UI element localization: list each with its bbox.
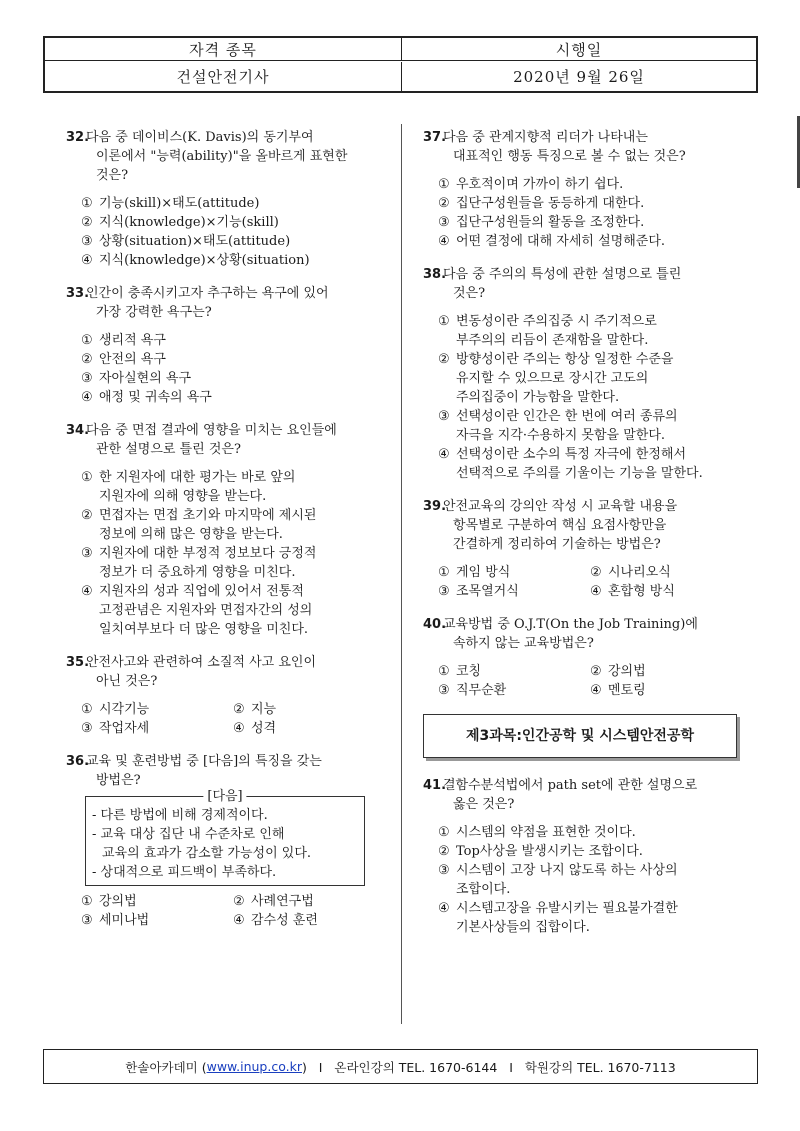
option-text [99, 331, 166, 350]
answer-option[interactable] [81, 506, 384, 544]
answer-options [423, 563, 748, 601]
option-marker: ③ [81, 546, 93, 561]
question-text-line: 다음 중 관계지향적 리더가 나타내는 [443, 130, 648, 145]
footer-prefix: 한솔아카데미 ( [125, 1059, 207, 1075]
question-text [443, 265, 681, 303]
option-text [456, 175, 623, 194]
answer-option[interactable] [438, 861, 748, 899]
option-text-line: Top사상을 발생시키는 조합이다. [456, 844, 643, 859]
option-text [456, 899, 678, 937]
option-text-line: 주의집중이 가능함을 말한다. [456, 390, 620, 405]
answer-option[interactable] [81, 911, 233, 930]
question-number: 35. [66, 655, 90, 670]
option-text-line: 안전의 욕구 [99, 352, 166, 367]
option-marker: ② [81, 215, 93, 230]
option-text [99, 251, 310, 270]
option-text-line: 지원자에 대한 부정적 정보보다 긍정적 [99, 546, 317, 561]
question-stem [66, 421, 384, 459]
option-text [99, 700, 149, 719]
example-box [85, 789, 365, 886]
question-35 [66, 653, 384, 738]
option-marker: ④ [438, 901, 450, 916]
question-stem [423, 265, 748, 303]
option-marker: ④ [81, 253, 93, 268]
option-marker: ③ [81, 371, 93, 386]
question-text-line: 속하지 않는 교육방법은? [453, 636, 594, 651]
option-text-line: 지식(knowledge)×기능(skill) [99, 215, 279, 230]
footer [43, 1049, 758, 1084]
option-text-line: 시나리오식 [608, 565, 671, 580]
example-box-title: [다음] [203, 787, 246, 806]
option-text-line: 지능 [251, 702, 277, 717]
option-text-line: 시스템고장을 유발시키는 필요불가결한 [456, 901, 678, 916]
option-text-line: 고정관념은 지원자와 면접자간의 성의 [99, 603, 313, 618]
question-text-line: 안전교육의 강의안 작성 시 교육할 내용을 [443, 499, 678, 514]
answer-options [66, 331, 384, 407]
answer-option[interactable] [438, 563, 590, 582]
example-box-line: - 상대적으로 피드백이 부족하다. [92, 865, 277, 880]
option-text [456, 861, 678, 899]
answer-option[interactable] [81, 251, 384, 270]
footer-contact: ) I 온라인강의 TEL. 1670-6144 I 학원강의 TEL. 1670-7113 [301, 1059, 676, 1075]
option-marker: ① [438, 314, 450, 329]
option-text [99, 350, 166, 369]
answer-option[interactable] [81, 892, 233, 911]
option-text-line: 멘토링 [608, 683, 646, 698]
option-text [456, 823, 636, 842]
question-stem [66, 752, 384, 790]
question-37 [423, 128, 748, 251]
option-text [251, 719, 276, 738]
example-box-line: 교육의 효과가 감소할 가능성이 있다. [102, 846, 312, 861]
option-marker: ② [233, 702, 245, 717]
option-marker: ④ [81, 390, 93, 405]
option-marker: ② [590, 664, 602, 679]
option-marker: ② [438, 844, 450, 859]
answer-option[interactable] [81, 369, 384, 388]
answer-option[interactable] [81, 388, 384, 407]
question-text-line: 간결하게 정리하여 기술하는 방법은? [453, 537, 661, 552]
question-text-line: 옳은 것은? [453, 797, 515, 812]
option-marker: ③ [81, 721, 93, 736]
option-text-line: 조목열거식 [456, 584, 519, 599]
question-number: 37. [423, 130, 447, 145]
option-marker: ④ [438, 234, 450, 249]
answer-option[interactable] [81, 213, 384, 232]
answer-option[interactable] [438, 681, 590, 700]
option-text [99, 911, 149, 930]
question-text [443, 776, 697, 814]
option-text-line: 선택성이란 소수의 특정 자극에 한정해서 [456, 447, 687, 462]
option-text [456, 563, 510, 582]
answer-option[interactable] [233, 719, 385, 738]
question-36 [66, 752, 384, 930]
question-text-line: 교육 및 훈련방법 중 [다음]의 특징을 갖는 [86, 754, 322, 769]
option-marker: ② [590, 565, 602, 580]
question-stem [423, 497, 748, 554]
question-text [86, 128, 347, 185]
answer-options [423, 175, 748, 251]
question-32 [66, 128, 384, 270]
option-marker: ④ [590, 584, 602, 599]
option-text [456, 842, 643, 861]
option-text-line: 기본사상들의 집합이다. [456, 920, 590, 935]
option-marker: ① [81, 333, 93, 348]
option-text [251, 700, 276, 719]
answer-option[interactable] [438, 350, 748, 407]
option-text-line: 생리적 욕구 [99, 333, 166, 348]
answer-option[interactable] [438, 312, 748, 350]
left-column [66, 128, 384, 944]
option-marker: ② [81, 508, 93, 523]
footer-website-link[interactable]: www.inup.co.kr [206, 1059, 302, 1074]
question-text-line: 이론에서 "능력(ability)"을 올바르게 표현한 [96, 149, 348, 164]
header-label-date: 시행일 [555, 40, 603, 59]
answer-option[interactable] [233, 892, 385, 911]
option-marker: ② [438, 196, 450, 211]
question-text-line: 다음 중 주의의 특성에 관한 설명으로 틀린 [443, 267, 682, 282]
question-text-line: 다음 중 면접 결과에 영향을 미치는 요인들에 [86, 423, 337, 438]
option-text-line: 우호적이며 가까이 하기 쉽다. [456, 177, 624, 192]
answer-option[interactable] [438, 445, 748, 483]
question-34 [66, 421, 384, 639]
option-text-line: 시스템의 약점을 표현한 것이다. [456, 825, 636, 840]
answer-options [66, 700, 384, 738]
answer-option[interactable] [438, 899, 748, 937]
option-text [99, 388, 212, 407]
option-text-line: 시각기능 [99, 702, 150, 717]
option-text-line: 지원자에 의해 영향을 받는다. [99, 489, 267, 504]
option-marker: ④ [590, 683, 602, 698]
option-text-line: 자극을 지각·수용하지 못함을 말한다. [456, 428, 666, 443]
question-text-line: 것은? [96, 168, 129, 183]
option-text-line: 기능(skill)×태도(attitude) [99, 196, 260, 211]
option-marker: ② [233, 894, 245, 909]
answer-options [423, 823, 748, 937]
question-stem [66, 128, 384, 185]
question-stem [66, 284, 384, 322]
question-text [86, 284, 329, 322]
option-text-line: 조합이다. [456, 882, 511, 897]
answer-option[interactable] [81, 700, 233, 719]
question-text-line: 다음 중 데이비스(K. Davis)의 동기부여 [86, 130, 314, 145]
option-text-line: 게임 방식 [456, 565, 511, 580]
option-text-line: 한 지원자에 대한 평가는 바로 앞의 [99, 470, 296, 485]
answer-option[interactable] [81, 331, 384, 350]
option-text [456, 194, 644, 213]
question-number: 41. [423, 778, 447, 793]
option-text [608, 563, 671, 582]
question-number: 36. [66, 754, 90, 769]
question-39 [423, 497, 748, 601]
option-text [99, 892, 137, 911]
option-marker: ① [81, 894, 93, 909]
question-number: 32. [66, 130, 90, 145]
option-marker: ③ [438, 584, 450, 599]
option-text [456, 662, 481, 681]
option-text [608, 662, 646, 681]
option-text-line: 선택적으로 주의를 기울이는 기능을 말한다. [456, 466, 703, 481]
option-text [456, 407, 678, 445]
option-text [99, 194, 259, 213]
header-date-value: 2020년 9월 26일 [513, 68, 645, 86]
header-label-subject: 자격 종목 [45, 38, 402, 60]
answer-option[interactable] [81, 350, 384, 369]
option-marker: ① [438, 825, 450, 840]
option-text-line: 선택성이란 인간은 한 번에 여러 종류의 [456, 409, 678, 424]
option-text-line: 직무순환 [456, 683, 507, 698]
option-marker: ④ [438, 447, 450, 462]
option-text [251, 911, 318, 930]
example-box-line: - 다른 방법에 비해 경제적이다. [92, 808, 268, 823]
answer-options [66, 194, 384, 270]
option-text [99, 719, 149, 738]
option-marker: ④ [233, 913, 245, 928]
answer-option[interactable] [438, 582, 590, 601]
answer-options [423, 312, 748, 483]
answer-option[interactable] [438, 232, 748, 251]
option-text-line: 세미나법 [99, 913, 150, 928]
option-text [99, 544, 316, 582]
option-text [99, 506, 316, 544]
option-text-line: 집단구성원들의 활동을 조정한다. [456, 215, 645, 230]
answer-options [423, 662, 748, 700]
answer-option[interactable] [438, 175, 748, 194]
option-marker: ① [81, 470, 93, 485]
option-text-line: 혼합형 방식 [608, 584, 675, 599]
option-text [456, 681, 506, 700]
answer-option[interactable] [81, 582, 384, 639]
answer-options [66, 468, 384, 639]
option-text [608, 582, 675, 601]
answer-option[interactable] [233, 911, 385, 930]
option-marker: ① [81, 196, 93, 211]
answer-option[interactable] [81, 468, 384, 506]
option-marker: ② [81, 352, 93, 367]
question-text-line: 관한 설명으로 틀린 것은? [96, 442, 241, 457]
question-number: 33. [66, 286, 90, 301]
option-text [608, 681, 646, 700]
answer-option[interactable] [590, 662, 742, 681]
example-box-line: - 교육 대상 집단 내 수준차로 인해 [92, 827, 285, 842]
option-text-line: 어떤 결정에 대해 자세히 설명해준다. [456, 234, 666, 249]
option-text [456, 445, 703, 483]
question-number: 39. [423, 499, 447, 514]
option-marker: ③ [81, 234, 93, 249]
answer-option[interactable] [81, 232, 384, 251]
option-marker: ④ [233, 721, 245, 736]
question-stem [66, 653, 384, 691]
question-number: 40. [423, 617, 447, 632]
answer-option[interactable] [438, 407, 748, 445]
answer-option[interactable] [81, 719, 233, 738]
option-text-line: 집단구성원들을 동등하게 대한다. [456, 196, 645, 211]
question-text [86, 421, 337, 459]
answer-option[interactable] [233, 700, 385, 719]
option-text-line: 상황(situation)×태도(attitude) [99, 234, 291, 249]
answer-option[interactable] [81, 194, 384, 213]
option-text-line: 유지할 수 있으므로 장시간 고도의 [456, 371, 649, 386]
question-text [443, 497, 677, 554]
option-text-line: 감수성 훈련 [251, 913, 318, 928]
section-title: 제3과목:인간공학 및 시스템안전공학 [423, 714, 737, 758]
question-text [443, 128, 686, 166]
option-text-line: 지원자의 성과 직업에 있어서 전통적 [99, 584, 304, 599]
option-text-line: 애정 및 귀속의 욕구 [99, 390, 212, 405]
question-text-line: 안전사고와 관련하여 소질적 사고 요인이 [86, 655, 317, 670]
question-text-line: 대표적인 행동 특징으로 볼 수 없는 것은? [453, 149, 686, 164]
option-text-line: 일치여부보다 더 많은 영향을 미친다. [99, 622, 309, 637]
header-subject-value: 건설안전기사 [45, 62, 402, 91]
column-divider [401, 124, 402, 1024]
question-41 [423, 776, 748, 937]
option-text [99, 468, 295, 506]
option-text [99, 213, 279, 232]
option-text [456, 350, 673, 407]
question-text-line: 방법은? [96, 773, 141, 788]
option-text-line: 작업자세 [99, 721, 150, 736]
option-text-line: 코칭 [456, 664, 482, 679]
option-marker: ② [438, 352, 450, 367]
option-text [251, 892, 314, 911]
option-text-line: 방향성이란 주의는 항상 일정한 수준을 [456, 352, 674, 367]
answer-option[interactable] [590, 681, 742, 700]
answer-options [66, 892, 384, 930]
question-stem [423, 615, 748, 653]
option-text-line: 정보가 더 중요하게 영향을 미친다. [99, 565, 296, 580]
answer-option[interactable] [438, 194, 748, 213]
question-text-line: 항목별로 구분하여 핵심 요점사항만을 [453, 518, 667, 533]
option-marker: ④ [81, 584, 93, 599]
question-38 [423, 265, 748, 483]
question-text-line: 아닌 것은? [96, 674, 158, 689]
option-text [99, 232, 290, 251]
option-marker: ① [438, 177, 450, 192]
option-text-line: 정보에 의해 많은 영향을 받는다. [99, 527, 283, 542]
option-text [456, 213, 644, 232]
option-marker: ③ [438, 409, 450, 424]
option-text-line: 면접자는 면접 초기와 마지막에 제시된 [99, 508, 317, 523]
answer-option[interactable] [590, 582, 742, 601]
question-text-line: 것은? [453, 286, 486, 301]
option-text-line: 사례연구법 [251, 894, 314, 909]
question-stem [423, 776, 748, 814]
option-text-line: 시스템이 고장 나지 않도록 하는 사상의 [456, 863, 678, 878]
right-column [423, 128, 748, 951]
question-number: 34. [66, 423, 90, 438]
question-text [86, 653, 316, 691]
option-text [99, 369, 191, 388]
option-text-line: 강의법 [608, 664, 646, 679]
answer-option[interactable] [590, 563, 742, 582]
question-text [86, 752, 322, 790]
option-marker: ③ [438, 215, 450, 230]
question-text-line: 인간이 충족시키고자 추구하는 욕구에 있어 [86, 286, 329, 301]
option-text-line: 부주의의 리듬이 존재함을 말한다. [456, 333, 649, 348]
option-text-line: 지식(knowledge)×상황(situation) [99, 253, 310, 268]
question-text-line: 교육방법 중 O.J.T(On the Job Training)에 [443, 617, 698, 632]
header-table [43, 36, 758, 93]
option-marker: ① [81, 702, 93, 717]
question-stem [423, 128, 748, 166]
option-text-line: 성격 [251, 721, 277, 736]
option-marker: ③ [438, 863, 450, 878]
option-marker: ③ [438, 683, 450, 698]
answer-option[interactable] [438, 823, 748, 842]
question-number: 38. [423, 267, 447, 282]
option-text [456, 582, 519, 601]
option-marker: ① [438, 565, 450, 580]
option-text-line: 변동성이란 주의집중 시 주기적으로 [456, 314, 657, 329]
question-text [443, 615, 698, 653]
option-text [99, 582, 312, 639]
question-text-line: 가장 강력한 욕구는? [96, 305, 212, 320]
answer-option[interactable] [81, 544, 384, 582]
option-text-line: 강의법 [99, 894, 137, 909]
answer-option[interactable] [438, 213, 748, 232]
answer-option[interactable] [438, 842, 748, 861]
option-text [456, 312, 657, 350]
option-text [456, 232, 665, 251]
option-marker: ③ [81, 913, 93, 928]
option-marker: ① [438, 664, 450, 679]
question-40 [423, 615, 748, 700]
option-text-line: 자아실현의 욕구 [99, 371, 192, 386]
question-33 [66, 284, 384, 407]
answer-option[interactable] [438, 662, 590, 681]
question-text-line: 결함수분석법에서 path set에 관한 설명으로 [443, 778, 698, 793]
